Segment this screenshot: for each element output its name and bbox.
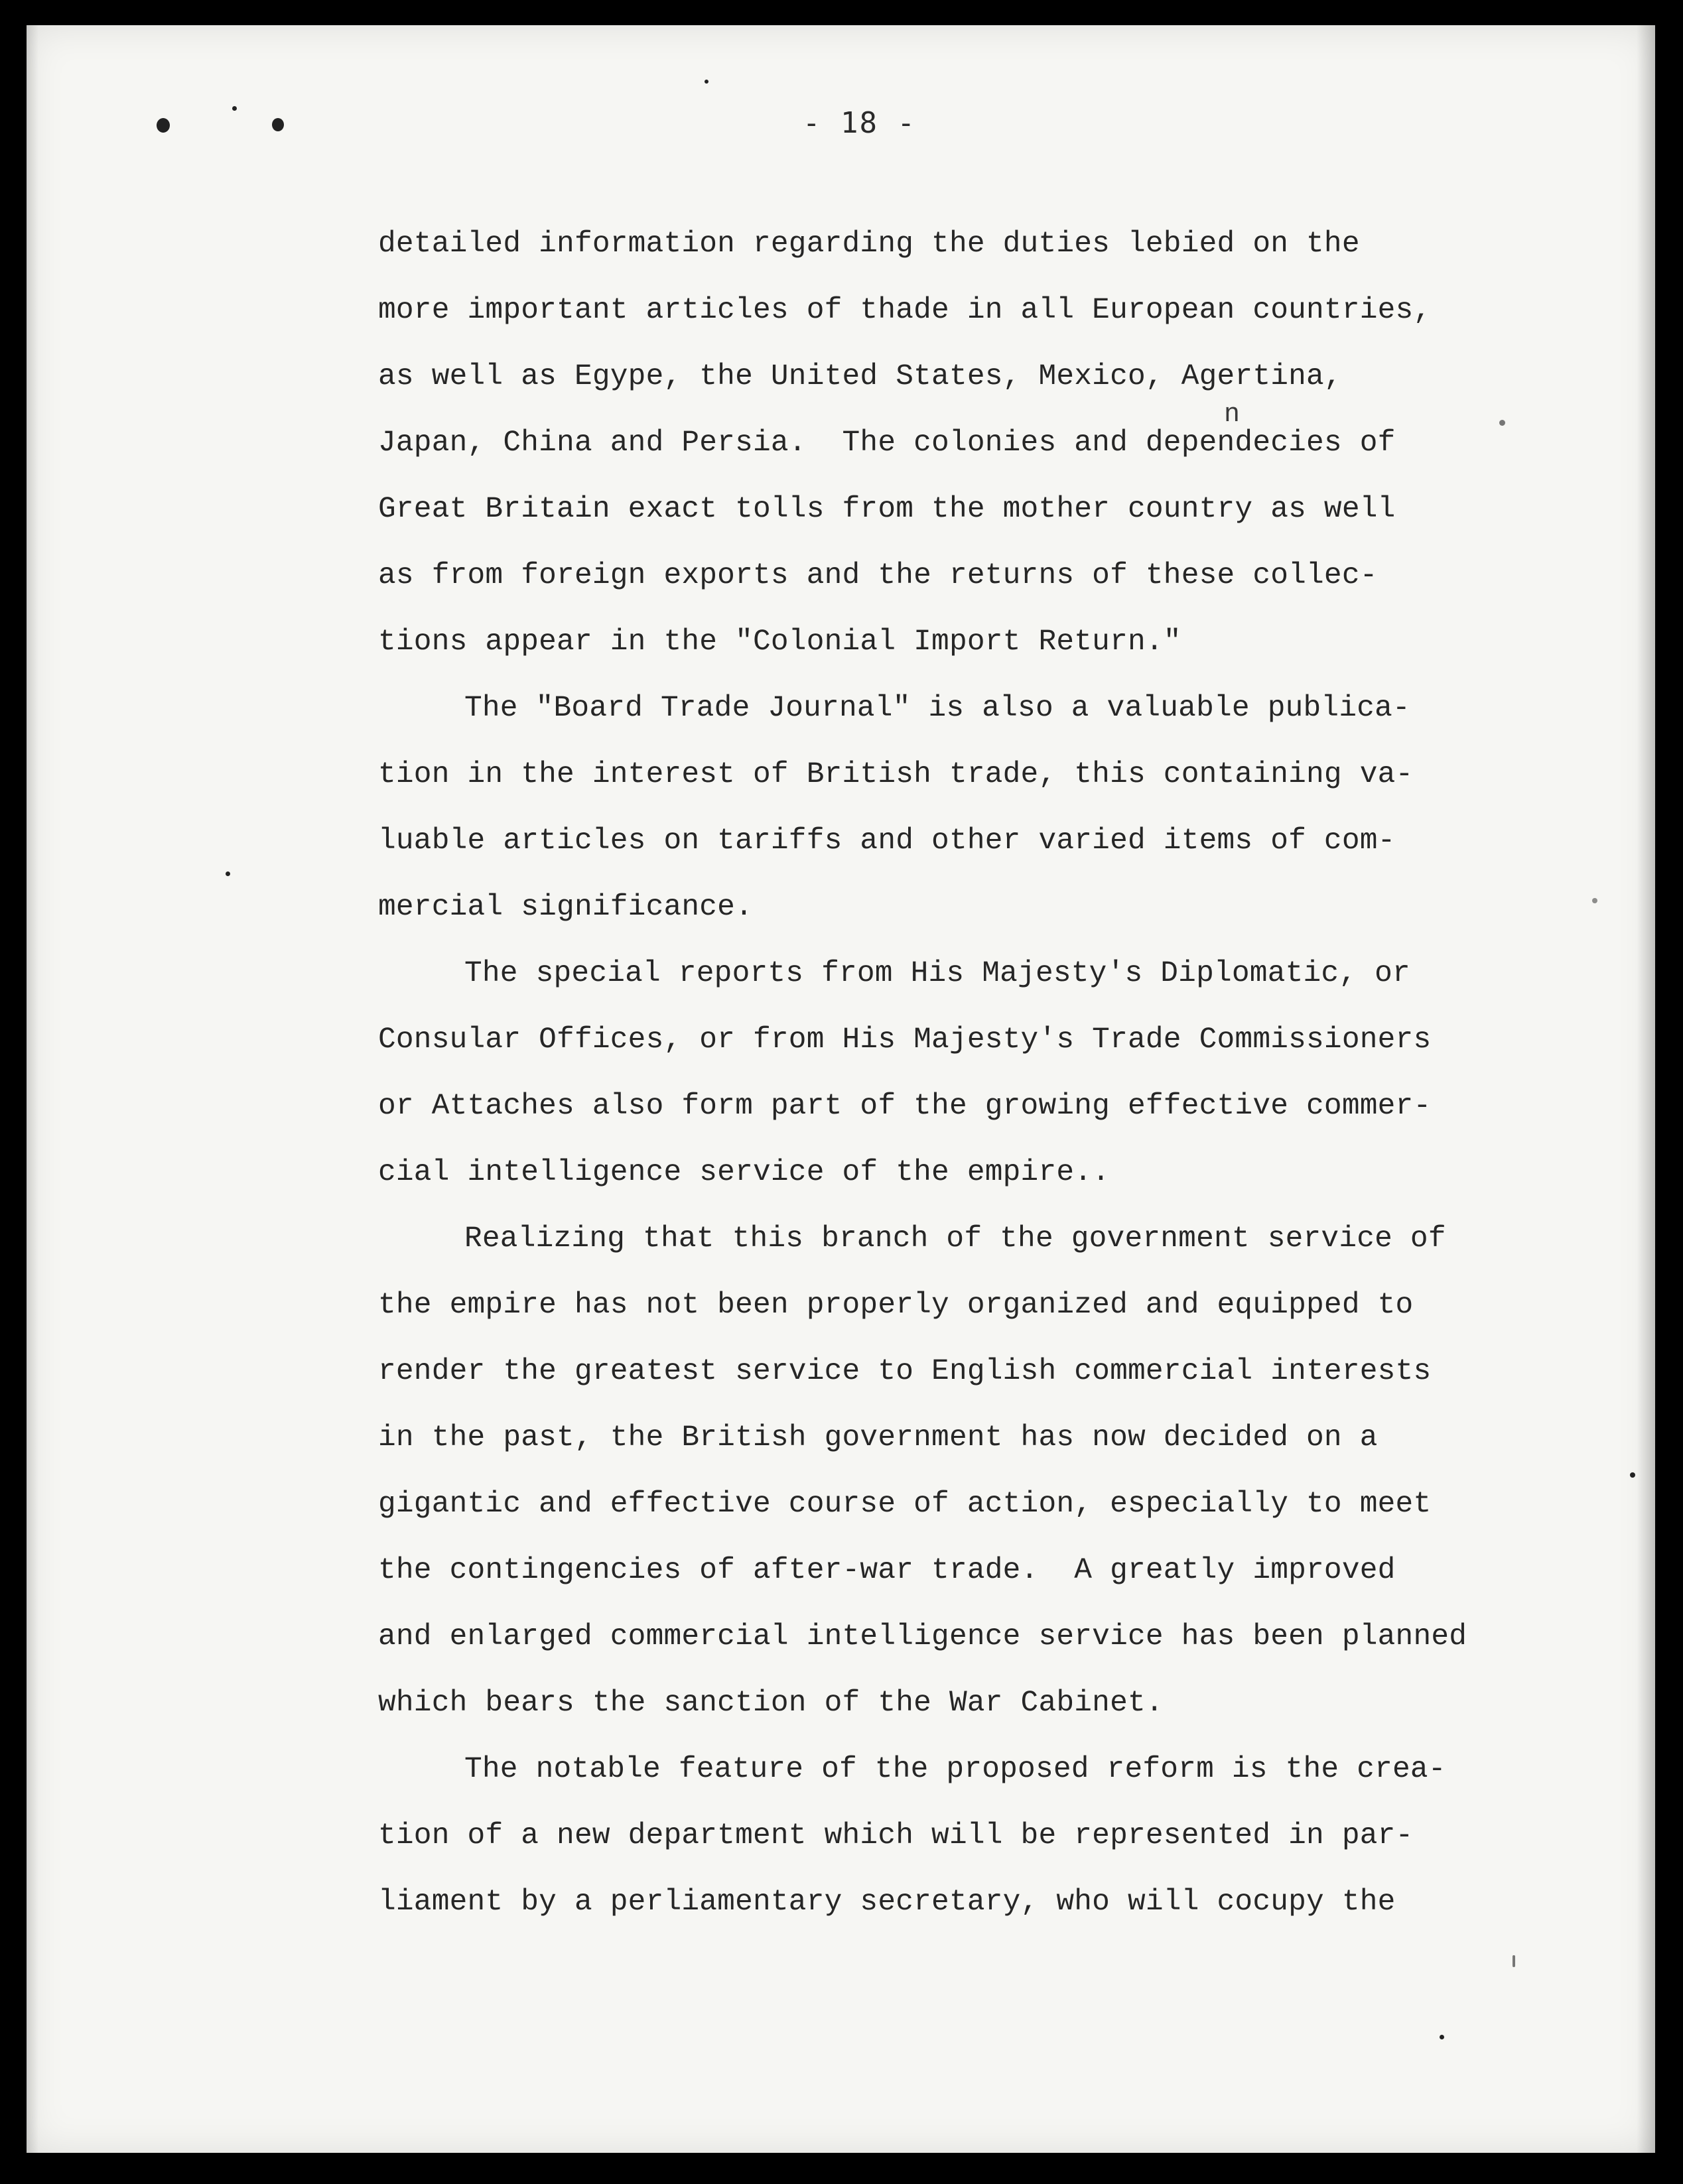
text-line: which bears the sanction of the War Cabinet. [378,1687,1164,1720]
body-text [378,211,1479,1935]
text-line: Japan, China and Persia. The colonies and dependecies of [378,426,1396,460]
text-line: tion in the interest of British trade, this containing va- [378,758,1414,791]
text-line: the empire has not been properly organized and equipped to [378,1289,1414,1322]
paragraph-2 [378,675,1479,940]
text-line: The notable feature of the proposed reform is the crea- [464,1753,1446,1786]
scan-speck [226,871,230,876]
scan-speck [1499,420,1505,426]
paragraph-1 [378,211,1479,675]
text-line: as from foreign exports and the returns of these collec- [378,559,1378,592]
text-line: cial intelligence service of the empire.. [378,1156,1111,1189]
text-line: Realizing that this branch of the government service of [464,1222,1446,1255]
text-line: more important articles of thade in all European countries, [378,294,1432,327]
text-line: gigantic and effective course of action, especially to meet [378,1488,1432,1521]
text-line: mercial significance. [378,891,753,924]
text-line: as well as Egype, the United States, Mexico, Agertina, [378,360,1342,393]
text-line: the contingencies of after-war trade. A greatly improved [378,1554,1396,1587]
text-line: detailed information regarding the duties lebied on the [378,227,1360,261]
scan-speck [1630,1472,1635,1478]
scan-speck [272,118,284,131]
text-line: The "Board Trade Journal" is also a valuable publica- [464,692,1410,725]
text-line: luable articles on tariffs and other varied items of com- [378,824,1396,858]
text-line: render the greatest service to English commercial interests [378,1355,1432,1388]
scan-speck [157,118,170,133]
page-number: - 18 - [803,106,916,140]
scan-speck [1592,898,1597,903]
text-line: tion of a new department which will be represented in par- [378,1819,1414,1852]
scan-speck [232,106,237,111]
scan-speck [705,80,708,84]
scan-speck [1440,2035,1444,2039]
text-line: or Attaches also form part of the growing effective commer- [378,1090,1432,1123]
text-line: The special reports from His Majesty's Diplomatic, or [464,957,1410,990]
text-line: liament by a perliamentary secretary, who will cocupy the [378,1886,1396,1919]
text-line: Great Britain exact tolls from the mother country as well [378,493,1396,526]
paragraph-4 [378,1206,1479,1736]
document-page [27,25,1655,2153]
text-line: tions appear in the "Colonial Import Return." [378,625,1181,659]
paragraph-5 [378,1736,1479,1935]
text-line: Consular Offices, or from His Majesty's Trade Commissioners [378,1023,1432,1057]
paragraph-3 [378,940,1479,1206]
text-line: in the past, the British government has now decided on a [378,1421,1378,1454]
text-line: and enlarged commercial intelligence service has been planned [378,1620,1467,1653]
handwritten-correction: n [1224,400,1241,430]
scan-speck [1513,1955,1515,1967]
